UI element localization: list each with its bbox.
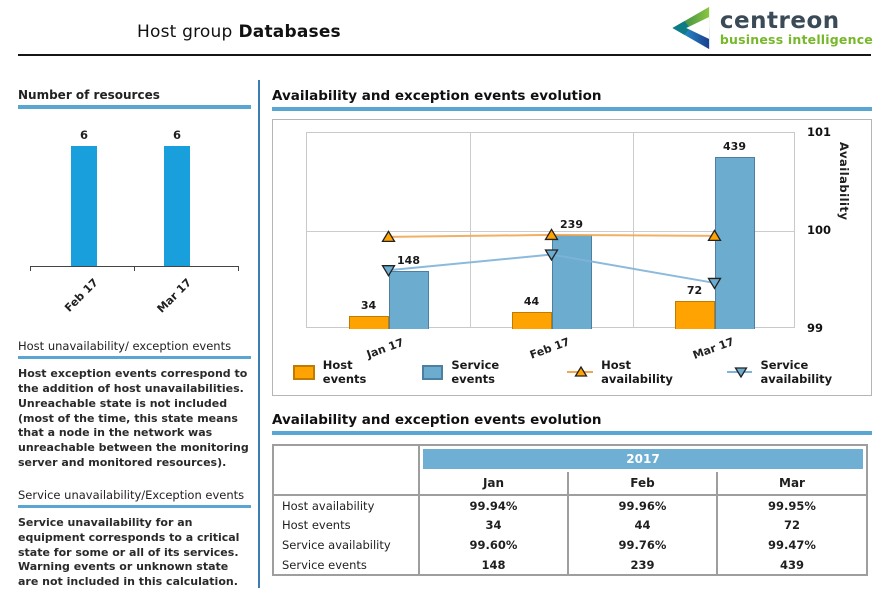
row-label-cell: Service availability	[273, 535, 419, 555]
main-content	[272, 88, 872, 576]
table-section	[272, 412, 872, 576]
value-cell: 439	[717, 555, 867, 575]
legend-swatch	[293, 365, 315, 380]
bar-value-label: 34	[360, 299, 377, 312]
centreon-logo-icon	[666, 6, 712, 50]
host-block-body: Host exception events correspond to the addition of host unavailabilities. Unreachable state is not included (most of the time, this state means that a node in the network was unreachable between the monitoring server and monitored resources).	[18, 367, 249, 470]
legend-label: Service availability	[760, 358, 833, 386]
row-label-cell: Host availability	[273, 495, 419, 515]
legend-item	[422, 358, 537, 386]
sidebar	[18, 88, 251, 593]
value-cell: 99.60%	[469, 538, 518, 552]
availability-chart-panel	[272, 119, 872, 396]
bar-value-label: 148	[397, 254, 420, 267]
bar-value-label: 6	[79, 128, 88, 142]
service-block-heading: Service unavailability/Exception events	[18, 487, 245, 502]
table-row	[273, 495, 867, 515]
value-cell: 99.96%	[568, 495, 717, 515]
right-axis-tick: 99	[807, 321, 824, 335]
value-cell: 239	[568, 555, 717, 575]
resources-chart-title: Number of resources	[18, 88, 160, 102]
right-axis-tick: 100	[807, 223, 832, 237]
value-cell: 99.47%	[717, 535, 867, 555]
year-header-cell	[419, 445, 867, 472]
axis-tick	[30, 266, 31, 271]
header-rule	[18, 54, 871, 56]
x-axis-label: Jan 17	[364, 335, 406, 362]
table-row	[273, 515, 867, 535]
table-corner-cell	[273, 472, 419, 495]
page-title-group: Databases	[238, 22, 341, 42]
heading-underline	[18, 505, 251, 508]
page-title	[137, 22, 341, 42]
value-cell: 148	[481, 557, 506, 572]
centreon-logo	[666, 6, 873, 50]
x-axis-label: Feb 17	[62, 276, 102, 315]
chart-section-title: Availability and exception events evolution	[272, 88, 602, 104]
table-row	[273, 555, 867, 575]
x-axis-label: Mar 17	[690, 335, 736, 362]
row-label-cell: Service events	[273, 555, 419, 575]
legend-item	[726, 358, 871, 386]
right-axis-tick: 101	[807, 125, 832, 139]
availability-table	[272, 444, 868, 576]
legend-item	[293, 358, 392, 386]
legend-line-marker	[726, 365, 753, 379]
resource-bar	[71, 146, 97, 266]
legend-item	[566, 358, 695, 386]
section-underline	[272, 431, 872, 435]
chart-plot-area	[306, 132, 795, 328]
bar-value-label: 439	[723, 140, 746, 153]
service-block-body: Service unavailability for an equipment corresponds to a critical state for some or all of its services. Warning events or unknown state are not included in this calculation.	[18, 515, 240, 589]
bar-value-label: 44	[523, 295, 540, 308]
legend-label: Host availability	[601, 358, 673, 386]
month-header-cell: Jan	[419, 472, 568, 495]
resources-bar-chart	[18, 109, 251, 316]
logo-wordmark: centreon	[719, 7, 840, 34]
chart-legend	[293, 358, 871, 386]
legend-label: Service events	[451, 358, 500, 386]
value-cell: 44	[568, 515, 717, 535]
bar-value-label: 239	[560, 218, 583, 231]
table-year-row	[273, 445, 867, 472]
value-cell: 99.94%	[469, 498, 518, 513]
vertical-divider	[258, 80, 260, 588]
right-axis-title: Availability	[837, 142, 851, 221]
resource-bar	[164, 146, 190, 266]
bar-value-label: 72	[686, 284, 703, 297]
x-axis-label: Mar 17	[154, 276, 195, 316]
table-row	[273, 535, 867, 555]
page-title-prefix: Host group	[137, 22, 233, 42]
section-underline	[272, 107, 872, 111]
year-header: 2017	[423, 449, 863, 469]
month-header-cell: Feb	[568, 472, 717, 495]
host-block-heading: Host unavailability/ exception events	[18, 339, 232, 353]
legend-label: Host events	[322, 358, 367, 386]
legend-line-marker	[566, 365, 593, 379]
axis-tick	[238, 266, 239, 271]
month-header-cell: Mar	[717, 472, 867, 495]
x-axis-label: Feb 17	[527, 335, 572, 362]
legend-swatch	[422, 365, 444, 380]
axis-tick	[134, 266, 135, 271]
table-corner-cell	[273, 445, 419, 472]
table-section-title: Availability and exception events evolution	[272, 412, 602, 428]
value-cell: 34	[485, 518, 502, 532]
value-cell: 99.76%	[568, 535, 717, 555]
value-cell: 99.95%	[717, 495, 867, 515]
bar-value-label: 6	[172, 128, 181, 142]
availability-lines-layer	[307, 133, 796, 329]
logo-tagline: business intelligence	[719, 31, 873, 47]
value-cell: 72	[717, 515, 867, 535]
table-month-row	[273, 472, 867, 495]
row-label-cell: Host events	[273, 515, 419, 535]
heading-underline	[18, 356, 251, 359]
